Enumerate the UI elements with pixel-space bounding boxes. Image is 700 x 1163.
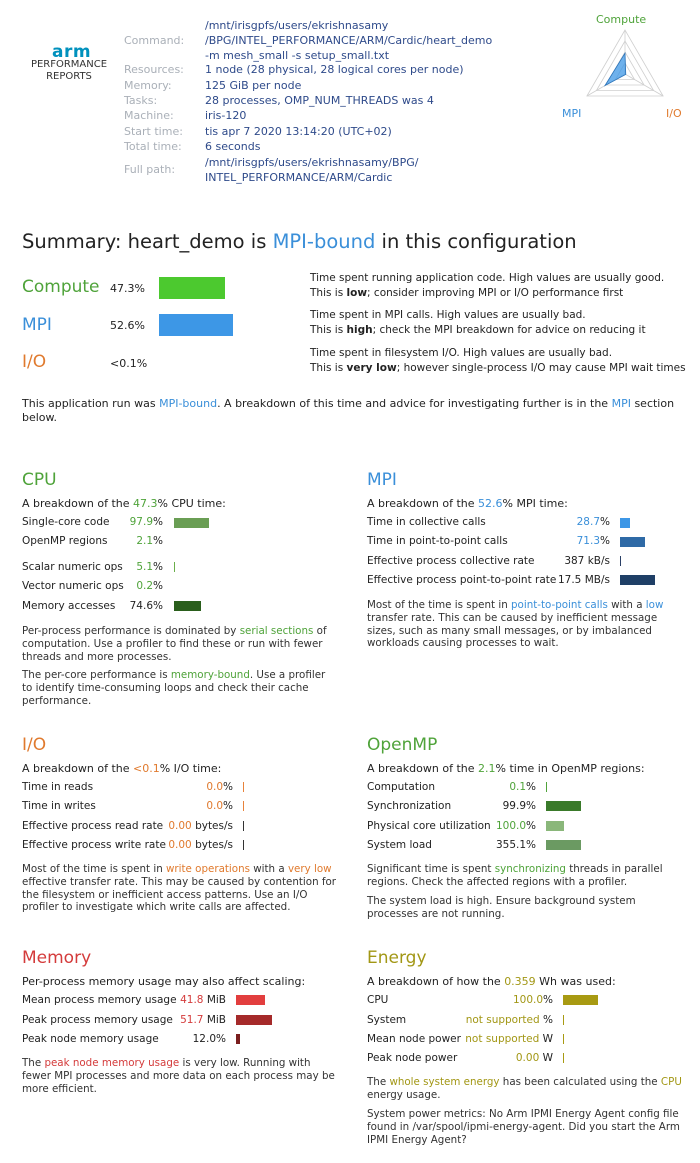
cpu-row-value: 97.9% bbox=[129, 516, 163, 528]
radar-io-label: I/O bbox=[666, 107, 682, 120]
command-line-1: /mnt/irisgpfs/users/ekrishnasamy bbox=[205, 19, 389, 32]
start-time-value: tis apr 7 2020 13:14:20 (UTC+02) bbox=[205, 125, 392, 138]
radar-compute-label: Compute bbox=[596, 13, 647, 26]
memory-value: 125 GiB per node bbox=[205, 79, 302, 92]
cpu-row-bar bbox=[174, 562, 175, 572]
summary-mpi-pct: 52.6% bbox=[110, 319, 145, 332]
mpi-row-value: 387 kB/s bbox=[564, 555, 610, 567]
openmp-row-value: 0.1% bbox=[509, 781, 536, 793]
cpu-row-label: Vector numeric ops bbox=[22, 580, 124, 592]
energy-row-label: Mean node power bbox=[367, 1033, 461, 1045]
mpi-row-label: Time in collective calls bbox=[367, 516, 486, 528]
command-line-3: -m mesh_small -s setup_small.txt bbox=[205, 49, 390, 62]
cpu-row-label: Single-core code bbox=[22, 516, 110, 528]
summary-mpi-bar bbox=[159, 314, 233, 336]
energy-row-label: System bbox=[367, 1014, 407, 1026]
io-desc-line-2: This is very low; however single-process I/O may cause MPI wait times bbox=[310, 362, 686, 374]
compute-desc-line-2: This is low; consider improving MPI or I/O performance first bbox=[310, 287, 624, 299]
mpi-row-bar bbox=[620, 537, 645, 547]
mpi-row-label: Effective process point-to-point rate bbox=[367, 574, 557, 586]
cpu-row-value: 2.1% bbox=[136, 535, 163, 547]
io-subtitle: A breakdown of the <0.1% I/O time: bbox=[22, 762, 222, 775]
mpi-row-bar bbox=[620, 556, 621, 566]
openmp-row-bar bbox=[546, 801, 581, 811]
mpi-row-bar bbox=[620, 575, 655, 585]
energy-row-bar bbox=[563, 1034, 564, 1044]
mpi-row-label: Effective process collective rate bbox=[367, 555, 535, 567]
compute-desc-emphasis: low bbox=[346, 287, 368, 299]
memory-row-value: 12.0% bbox=[192, 1033, 226, 1045]
resources-value: 1 node (28 physical, 28 logical cores per node) bbox=[205, 63, 464, 76]
energy-row-label: CPU bbox=[367, 994, 389, 1006]
summary-io-pct: <0.1% bbox=[110, 357, 148, 370]
io-row-bar bbox=[243, 801, 244, 811]
energy-advice-2: System power metrics: No Arm IPMI Energy Agent config file found in /var/spool/ipmi-energy-agent. Did you start the Arm IPMI Energy Agent? bbox=[367, 1108, 680, 1146]
openmp-row-label: Computation bbox=[367, 781, 435, 793]
cpu-title: CPU bbox=[22, 470, 57, 490]
io-desc-emphasis: very low bbox=[346, 362, 397, 374]
summary-compute-bar bbox=[159, 277, 225, 299]
summary-compute-name: Compute bbox=[22, 277, 100, 297]
command-line-2: /BPG/INTEL_PERFORMANCE/ARM/Cardic/heart_demo bbox=[205, 34, 493, 47]
arm-logo: arm bbox=[52, 42, 92, 62]
openmp-row-label: Synchronization bbox=[367, 800, 452, 812]
tasks-value: 28 processes, OMP_NUM_THREADS was 4 bbox=[205, 94, 434, 107]
io-title: I/O bbox=[22, 735, 47, 755]
summary-mpi-name: MPI bbox=[22, 315, 52, 335]
energy-row-label: Peak node power bbox=[367, 1052, 458, 1064]
io-desc-line-1: Time spent in filesystem I/O. High values are usually bad. bbox=[310, 347, 613, 359]
full-path-line-1: /mnt/irisgpfs/users/ekrishnasamy/BPG/ bbox=[205, 156, 419, 169]
total-time-label: Total time: bbox=[124, 140, 182, 153]
command-label: Command: bbox=[124, 34, 185, 47]
summary-compute-pct: 47.3% bbox=[110, 282, 145, 295]
openmp-row-label: Physical core utilization bbox=[367, 820, 491, 832]
full-path-label: Full path: bbox=[124, 163, 176, 176]
cpu-row-value: 0.2% bbox=[136, 580, 163, 592]
memory-label: Memory: bbox=[124, 79, 172, 92]
cpu-row-value: 5.1% bbox=[136, 561, 163, 573]
io-row-value: 0.00 bytes/s bbox=[168, 839, 233, 851]
mpi-row-value: 71.3% bbox=[576, 535, 610, 547]
memory-row-label: Peak node memory usage bbox=[22, 1033, 159, 1045]
resources-label: Resources: bbox=[124, 63, 184, 76]
intro-mpi-bound-link[interactable]: MPI-bound bbox=[159, 397, 218, 410]
energy-row-bar bbox=[563, 1053, 564, 1063]
openmp-row-bar bbox=[546, 782, 547, 792]
total-time-value: 6 seconds bbox=[205, 140, 261, 153]
mpi-title: MPI bbox=[367, 470, 397, 490]
full-path-value bbox=[205, 155, 505, 185]
summary-title-highlight: MPI-bound bbox=[272, 230, 376, 253]
cpu-row-bar bbox=[174, 518, 209, 528]
memory-title: Memory bbox=[22, 948, 92, 968]
energy-subtitle: A breakdown of how the 0.359 Wh was used: bbox=[367, 975, 616, 988]
summary-io-desc bbox=[310, 346, 690, 376]
io-row-bar bbox=[243, 782, 244, 792]
cpu-row-label: OpenMP regions bbox=[22, 535, 108, 547]
radar-chart bbox=[580, 26, 670, 110]
energy-row-value: not supported % bbox=[465, 1014, 553, 1026]
openmp-row-bar bbox=[546, 840, 581, 850]
cpu-row-label: Scalar numeric ops bbox=[22, 561, 123, 573]
summary-title-suffix: in this configuration bbox=[375, 230, 577, 253]
command-value bbox=[205, 18, 505, 63]
io-row-label: Effective process read rate bbox=[22, 820, 164, 832]
mpi-desc-line-2: This is high; check the MPI breakdown for advice on reducing it bbox=[310, 324, 646, 336]
memory-row-label: Peak process memory usage bbox=[22, 1014, 173, 1026]
summary-intro: This application run was MPI-bound. A breakdown of this time and advice for investigating further is in the MPI section below. bbox=[22, 397, 675, 424]
io-row-bar bbox=[243, 840, 244, 850]
logo-line-1: PERFORMANCE bbox=[30, 59, 108, 70]
performance-reports-logo bbox=[24, 59, 114, 83]
tasks-label: Tasks: bbox=[124, 94, 158, 107]
mpi-advice: Most of the time is spent in point-to-point calls with a low transfer rate. This can be caused by inefficient message sizes, such as many small messages, or by imbalanced workloads causing processes to wait. bbox=[367, 599, 664, 650]
io-advice: Most of the time is spent in write operations with a very low effective transfer rate. This may be caused by contention for the filesystem or inefficient access patterns. Use an I/O profiler to investigate which write calls are affected. bbox=[22, 863, 337, 914]
io-row-bar bbox=[243, 821, 244, 831]
summary-mpi-desc bbox=[310, 308, 690, 338]
mpi-desc-line-1: Time spent in MPI calls. High values are usually bad. bbox=[310, 309, 586, 321]
openmp-advice-2: The system load is high. Ensure background system processes are not running. bbox=[367, 895, 636, 920]
logo-line-2: REPORTS bbox=[46, 71, 92, 82]
openmp-subtitle: A breakdown of the 2.1% time in OpenMP regions: bbox=[367, 762, 645, 775]
mpi-row-value: 28.7% bbox=[576, 516, 610, 528]
openmp-row-value: 100.0% bbox=[495, 820, 536, 832]
openmp-row-bar bbox=[546, 821, 564, 831]
machine-value: iris-120 bbox=[205, 109, 247, 122]
summary-title-prefix: Summary: heart_demo is bbox=[22, 230, 273, 253]
mpi-subtitle: A breakdown of the 52.6% MPI time: bbox=[367, 497, 568, 510]
mpi-row-label: Time in point-to-point calls bbox=[367, 535, 508, 547]
memory-row-label: Mean process memory usage bbox=[22, 994, 177, 1006]
openmp-row-value: 355.1% bbox=[495, 839, 536, 851]
cpu-row-bar bbox=[174, 601, 201, 611]
io-row-label: Time in reads bbox=[22, 781, 94, 793]
io-row-value: 0.00 bytes/s bbox=[168, 820, 233, 832]
memory-row-value: 51.7 MiB bbox=[180, 1014, 226, 1026]
memory-subtitle: Per-process memory usage may also affect scaling: bbox=[22, 975, 306, 988]
io-row-label: Effective process write rate bbox=[22, 839, 166, 851]
io-row-value: 0.0% bbox=[206, 800, 233, 812]
openmp-advice-1: Significant time is spent synchronizing threads in parallel regions. Check the affected regions with a profiler. bbox=[367, 863, 663, 888]
cpu-advice-2: The per-core performance is memory-bound. Use a profiler to identify time-consuming loops and check their cache performance. bbox=[22, 669, 326, 707]
energy-advice-1: The whole system energy has been calculated using the CPU energy usage. bbox=[367, 1076, 682, 1101]
openmp-row-label: System load bbox=[367, 839, 432, 851]
io-row-value: 0.0% bbox=[206, 781, 233, 793]
mpi-row-value: 17.5 MB/s bbox=[557, 574, 610, 586]
radar-mpi-label: MPI bbox=[562, 107, 582, 120]
memory-row-bar bbox=[236, 1015, 272, 1025]
intro-mpi-section-link[interactable]: MPI bbox=[611, 397, 631, 410]
compute-desc-line-1: Time spent running application code. High values are usually good. bbox=[310, 272, 665, 284]
full-path-line-2: INTEL_PERFORMANCE/ARM/Cardic bbox=[205, 171, 393, 184]
summary-io-name: I/O bbox=[22, 352, 47, 372]
machine-label: Machine: bbox=[124, 109, 174, 122]
start-time-label: Start time: bbox=[124, 125, 183, 138]
mpi-row-bar bbox=[620, 518, 630, 528]
openmp-title: OpenMP bbox=[367, 735, 438, 755]
summary-compute-desc bbox=[310, 271, 690, 301]
openmp-row-value: 99.9% bbox=[502, 800, 536, 812]
summary-title bbox=[22, 230, 577, 253]
cpu-row-label: Memory accesses bbox=[22, 600, 116, 612]
memory-row-bar bbox=[236, 1034, 240, 1044]
memory-row-bar bbox=[236, 995, 265, 1005]
energy-row-bar bbox=[563, 1015, 564, 1025]
memory-row-value: 41.8 MiB bbox=[180, 994, 226, 1006]
cpu-advice-1: Per-process performance is dominated by serial sections of computation. Use a profiler to find these or run with fewer threads and more processes. bbox=[22, 625, 327, 663]
energy-row-value: 0.00 W bbox=[515, 1052, 553, 1064]
memory-advice: The peak node memory usage is very low. Running with fewer MPI processes and more data on each process may be more efficient. bbox=[22, 1057, 335, 1095]
cpu-subtitle: A breakdown of the 47.3% CPU time: bbox=[22, 497, 226, 510]
cpu-row-value: 74.6% bbox=[129, 600, 163, 612]
energy-row-bar bbox=[563, 995, 598, 1005]
mpi-desc-emphasis: high bbox=[346, 324, 373, 336]
energy-row-value: 100.0% bbox=[512, 994, 553, 1006]
io-row-label: Time in writes bbox=[22, 800, 96, 812]
energy-row-value: not supported W bbox=[465, 1033, 553, 1045]
energy-title: Energy bbox=[367, 948, 427, 968]
